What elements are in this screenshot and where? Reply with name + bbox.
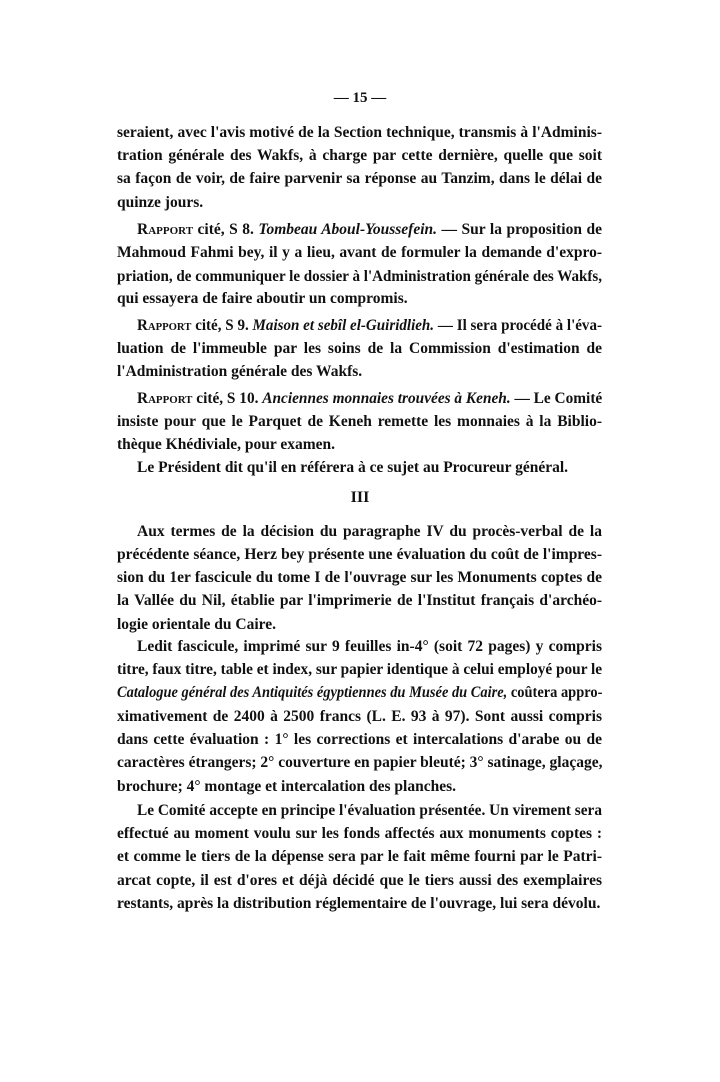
text-line: Ledit fascicule, imprimé sur 9 feuilles in-4° (soit 72 pages) y compris bbox=[137, 638, 602, 655]
italic-title: Tombeau Aboul-Youssefein. bbox=[258, 221, 438, 238]
text-line: brochure; 4° montage et intercalation des planches. bbox=[117, 778, 457, 795]
text-line: l'Administration générale des Wakfs. bbox=[117, 363, 363, 380]
text-line: tration générale des Wakfs, à charge par cette dernière, quelle que soit bbox=[117, 147, 602, 164]
text-line: et comme le tiers de la dépense sera par le fait même fourni par le Patri- bbox=[117, 848, 602, 865]
text-line bbox=[137, 219, 602, 241]
text-segment: — Sur la proposition de bbox=[437, 221, 602, 238]
text-segment: cité, S 8. bbox=[193, 221, 259, 238]
text-line: dans cette évaluation : 1° les corrections et intercalations d'arabe ou de bbox=[117, 731, 602, 748]
text-line: Aux termes de la décision du paragraphe IV du procès-verbal de la bbox=[137, 523, 602, 540]
text-segment: — Il sera procédé à l'éva- bbox=[434, 317, 602, 334]
text-line: Mahmoud Fahmi bey, il y a lieu, avant de formuler la demande d'expro- bbox=[117, 244, 602, 261]
italic-title: Maison et sebîl el-Guiridlieh. bbox=[252, 317, 435, 334]
text-line: luation de l'immeuble par les soins de la Commission d'estimation de bbox=[117, 340, 602, 357]
text-line: arcat copte, il est d'ores et déjà décidé que le tiers aussi des exemplaires bbox=[117, 872, 602, 889]
text-line bbox=[137, 315, 602, 337]
text-line bbox=[117, 682, 602, 704]
text-line: seraient, avec l'avis motivé de la Section technique, transmis à l'Adminis- bbox=[117, 124, 602, 141]
text-segment: — Le Comité bbox=[510, 390, 603, 407]
italic-title: Anciennes monnaies trouvées à Keneh. bbox=[262, 390, 511, 407]
text-line: thèque Khédiviale, pour examen. bbox=[117, 436, 336, 453]
text-line: qui essayera de faire aboutir un compromis. bbox=[117, 290, 408, 307]
italic-title: Catalogue général des Antiquités égyptiennes du Musée du Caire, bbox=[117, 684, 508, 701]
text-line: Le Président dit qu'il en référera à ce sujet au Procureur général. bbox=[137, 459, 569, 476]
text-line: la Vallée du Nil, établie par l'imprimerie de l'Institut français d'archéo- bbox=[117, 592, 602, 609]
text-line: titre, faux titre, table et index, sur papier identique à celui employé pour le bbox=[117, 661, 603, 678]
text-line: caractères étrangers; 2° couverture en papier bleuté; 3° satinage, glaçage, bbox=[117, 754, 603, 771]
text-line: ximativement de 2400 à 2500 francs (L. E. 93 à 97). Sont aussi compris bbox=[117, 708, 602, 725]
rapport-label: Rapport bbox=[137, 390, 193, 407]
text-line: quinze jours. bbox=[117, 194, 204, 211]
text-segment: cité, S 9. bbox=[191, 317, 253, 334]
text-line bbox=[137, 388, 602, 410]
text-line: effectué au moment voulu sur les fonds affectés aux monuments coptes : bbox=[117, 825, 602, 842]
text-line: priation, de communiquer le dossier à l'Administration générale des Wakfs, bbox=[117, 268, 603, 285]
section-heading: III bbox=[350, 489, 370, 506]
text-segment: coûtera appro- bbox=[507, 684, 603, 701]
text-segment: cité, S 10. bbox=[192, 390, 263, 407]
text-line: sion du 1er fascicule du tome I de l'ouvrage sur les Monuments coptes de bbox=[117, 569, 602, 586]
text-line: sa façon de voir, de faire parvenir sa réponse au Tanzim, dans le délai de bbox=[117, 170, 602, 187]
text-line: précédente séance, Herz bey présente une évaluation du coût de l'impres- bbox=[117, 546, 602, 563]
rapport-label: Rapport bbox=[137, 317, 192, 334]
page-number: — 15 — bbox=[333, 90, 387, 106]
text-line: insiste pour que le Parquet de Keneh remette les monnaies à la Biblio- bbox=[117, 413, 602, 430]
text-line: logie orientale du Caire. bbox=[117, 616, 276, 633]
text-line: restants, après la distribution réglementaire de l'ouvrage, lui sera dévolu. bbox=[117, 895, 601, 912]
text-line: Le Comité accepte en principe l'évaluation présentée. Un virement sera bbox=[137, 802, 602, 819]
rapport-label: Rapport bbox=[137, 221, 194, 238]
